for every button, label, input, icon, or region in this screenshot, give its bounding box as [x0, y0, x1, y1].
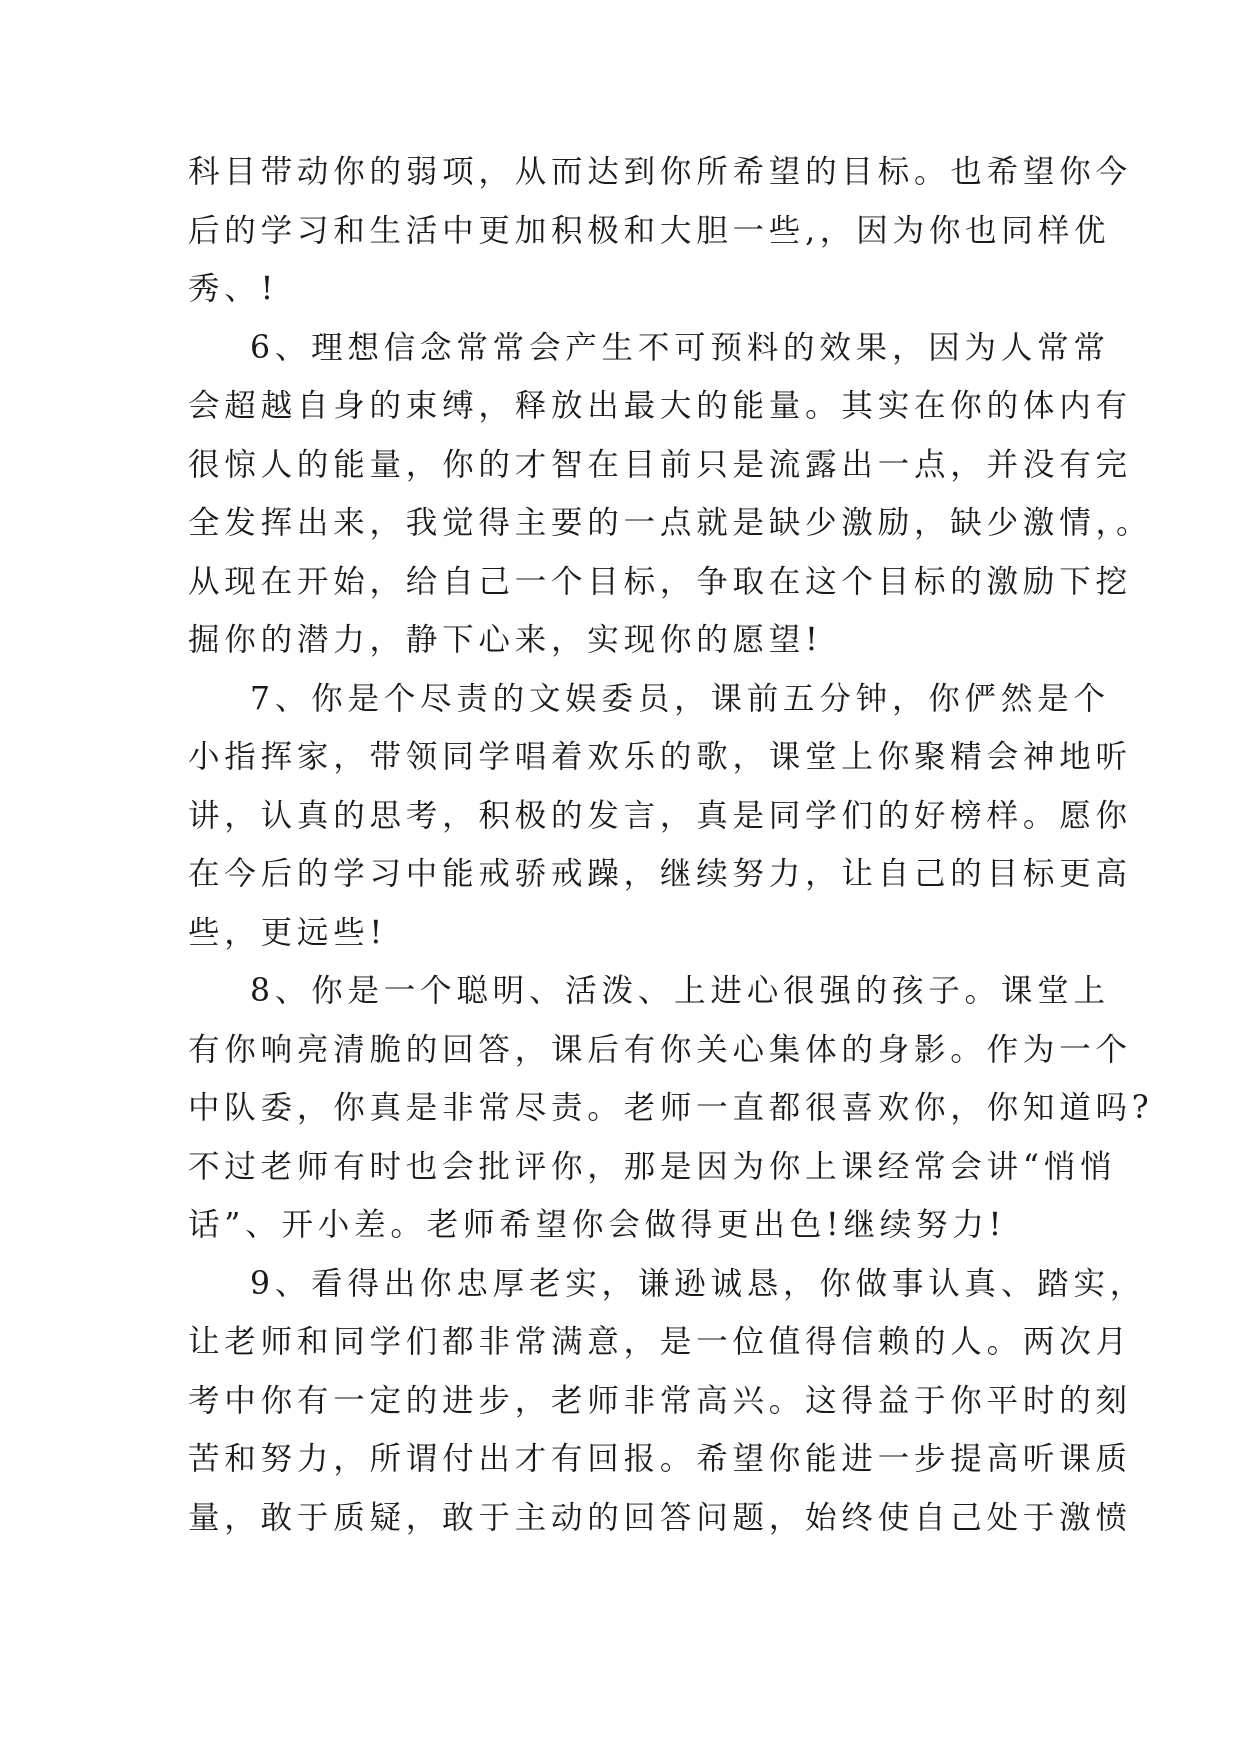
text-line: 考中你有一定的进步，老师非常高兴。这得益于你平时的刻 [188, 1382, 1132, 1419]
text-line: 有你响亮清脆的回答，课后有你关心集体的身影。作为一个 [188, 1031, 1132, 1068]
text-line: 在今后的学习中能戒骄戒躁，继续努力，让自己的目标更高 [188, 856, 1132, 892]
text-line: 苦和努力，所谓付出才有回报。希望你能进一步提高听课质 [188, 1441, 1132, 1477]
text-line: 让老师和同学们都非常满意，是一位值得信赖的人。两次月 [188, 1324, 1132, 1360]
text-line: 从现在开始，给自己一个目标，争取在这个目标的激励下挖 [188, 563, 1132, 600]
text-line: 很惊人的能量，你的才智在目前只是流露出一点，并没有完 [188, 446, 1132, 483]
text-line: 讲，认真的思考，积极的发言，真是同学们的好榜样。愿你 [188, 797, 1132, 834]
document-body [188, 143, 1154, 1547]
paragraph-8-start: 8、你是一个聪明、活泼、上进心很强的孩子。课堂上 [250, 973, 1110, 1009]
text-line: 会超越自身的束缚，释放出最大的能量。其实在你的体内有 [188, 388, 1132, 424]
text-line: 不过老师有时也会批评你，那是因为你上课经常会讲“悄悄 [188, 1148, 1117, 1185]
text-line: 科目带动你的弱项，从而达到你所希望的目标。也希望你今 [188, 154, 1132, 190]
text-line: 全发挥出来，我觉得主要的一点就是缺少激励，缺少激情，。 [188, 505, 1153, 541]
text-line: 中队委，你真是非常尽责。老师一直都很喜欢你，你知道吗? [188, 1090, 1154, 1126]
paragraph-9-start: 9、看得出你忠厚老实，谦逊诚恳，你做事认真、踏实， [250, 1265, 1147, 1302]
text-line: 秀、! [188, 271, 279, 307]
text-line: 量，敢于质疑，敢于主动的回答问题，始终使自己处于激愤 [188, 1499, 1132, 1536]
text-line: 小指挥家，带领同学唱着欢乐的歌，课堂上你聚精会神地听 [188, 739, 1132, 775]
text-line: 掘你的潜力，静下心来，实现你的愿望! [188, 622, 823, 658]
paragraph-6-start: 6、理想信念常常会产生不可预料的效果，因为人常常 [250, 329, 1110, 366]
text-line: 话”、开小差。老师希望你会做得更出色!继续努力! [188, 1207, 1007, 1243]
text-line: 些，更远些! [188, 914, 387, 951]
text-line: 后的学习和生活中更加积极和大胆一些,，因为你也同样优 [188, 212, 1111, 249]
paragraph-7-start: 7、你是个尽责的文娱委员，课前五分钟，你俨然是个 [250, 680, 1110, 717]
